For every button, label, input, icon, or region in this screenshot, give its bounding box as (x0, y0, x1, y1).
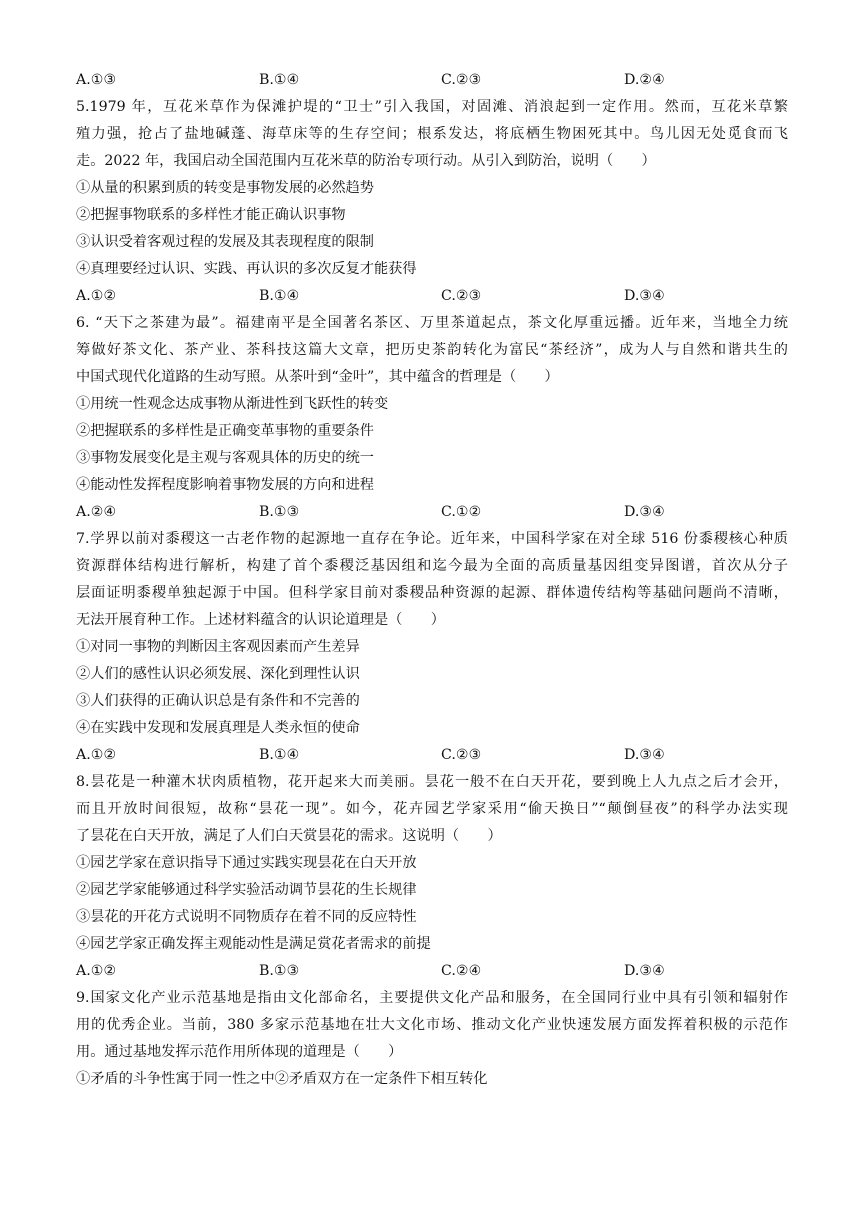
question-stem-line: 用。通过基地发挥示范作用所体现的道理是（ ） (76, 1044, 403, 1060)
question-stem-line: 资源群体结构进行解析，构建了首个黍稷泛基因组和迄今最为全面的高质量基因组变异图谱，首次从分子 (76, 558, 788, 574)
statement-choice: ②人们的感性认识必须发展、深化到理性认识 (76, 666, 360, 682)
answer-option: B.①③ (259, 963, 300, 979)
statement-choice: ④真理要经过认识、实践、再认识的多次反复才能获得 (76, 261, 417, 277)
statement-choice: ①从量的积累到质的转变是事物发展的必然趋势 (76, 180, 374, 196)
answer-option: A.①② (76, 747, 117, 763)
question-stem-line: 用的优秀企业。当前，380 多家示范基地在壮大文化市场、推动文化产业快速发展方面发挥着积极的示范作 (76, 1017, 788, 1033)
statement-choice: ①用统一性观念达成事物从渐进性到飞跃性的转变 (76, 396, 389, 412)
question-stem-line: 而且开放时间很短，故称“昙花一现”。如今，花卉园艺学家采用“偷天换日”“颠倒昼夜”的科学办法实现 (76, 801, 788, 817)
question-stem-line: 9.国家文化产业示范基地是指由文化部命名，主要提供文化产品和服务，在全国同行业中具有引领和辐射作 (76, 990, 788, 1006)
answer-option: C.②③ (441, 72, 482, 88)
answer-option: C.①② (441, 504, 482, 520)
question-stem-line: 走。2022 年，我国启动全国范围内互花米草的防治专项行动。从引入到防治，说明（ ） (76, 153, 656, 169)
statement-choice: ④园艺学家正确发挥主观能动性是满足赏花者需求的前提 (76, 936, 431, 952)
statement-choice: ③事物发展变化是主观与客观具体的历史的统一 (76, 450, 374, 466)
answer-options-row (76, 502, 788, 522)
answer-option: A.①② (76, 288, 117, 304)
question-stem-line: 了昙花在白天开放，满足了人们白天赏昙花的需求。这说明（ ） (76, 828, 502, 844)
answer-option: B.①④ (259, 288, 300, 304)
answer-option: B.①③ (259, 504, 300, 520)
answer-options-row (76, 961, 788, 981)
answer-option: B.①④ (259, 747, 300, 763)
question-stem-line: 7.学界以前对黍稷这一古老作物的起源地一直存在争论。近年来，中国科学家在对全球 516 份黍稷核心种质 (76, 531, 788, 547)
question-stem-line: 筹做好茶文化、茶产业、茶科技这篇大文章，把历史茶韵转化为富民“茶经济”，成为人与自然和谐共生的 (76, 342, 788, 358)
answer-option: D.③④ (624, 747, 665, 763)
question-stem-line: 无法开展育种工作。上述材料蕴含的认识论道理是（ ） (76, 612, 445, 628)
statement-choice: ①矛盾的斗争性寓于同一性之中②矛盾双方在一定条件下相互转化 (76, 1071, 488, 1087)
answer-option: D.③④ (624, 963, 665, 979)
answer-option: D.③④ (624, 504, 665, 520)
answer-option: A.①③ (76, 72, 117, 88)
statement-choice: ①园艺学家在意识指导下通过实践实现昙花在白天开放 (76, 855, 417, 871)
answer-option: A.①② (76, 963, 117, 979)
answer-option: C.②③ (441, 747, 482, 763)
answer-options-row (76, 745, 788, 765)
answer-options-row (76, 286, 788, 306)
question-stem-line: 层面证明黍稷单独起源于中国。但科学家目前对黍稷品种资源的起源、群体遗传结构等基础问题尚不清晰， (76, 585, 788, 601)
statement-choice: ④在实践中发现和发展真理是人类永恒的使命 (76, 720, 360, 736)
statement-choice: ④能动性发挥程度影响着事物发展的方向和进程 (76, 477, 374, 493)
question-stem-line: 5.1979 年，互花米草作为保滩护堤的“卫士”引入我国，对固滩、消浪起到一定作用。然而，互花米草繁 (76, 99, 788, 115)
statement-choice: ③认识受着客观过程的发展及其表现程度的限制 (76, 234, 374, 250)
answer-option: B.①④ (259, 72, 300, 88)
answer-option: D.③④ (624, 288, 665, 304)
answer-options-row (76, 70, 788, 90)
statement-choice: ②园艺学家能够通过科学实验活动调节昙花的生长规律 (76, 882, 417, 898)
statement-choice: ②把握事物联系的多样性才能正确认识事物 (76, 207, 346, 223)
question-stem-line: 殖力强，抢占了盐地碱蓬、海草床等的生存空间；根系发达，将底栖生物困死其中。鸟儿因无处觅食而飞 (76, 126, 788, 142)
statement-choice: ②把握联系的多样性是正确变革事物的重要条件 (76, 423, 374, 439)
statement-choice: ③昙花的开花方式说明不同物质存在着不同的反应特性 (76, 909, 417, 925)
statement-choice: ①对同一事物的判断因主客观因素而产生差异 (76, 639, 360, 655)
question-stem-line: 6. “天下之茶建为最”。福建南平是全国著名茶区、万里茶道起点，茶文化厚重远播。近年来，当地全力统 (76, 315, 788, 331)
question-stem-line: 8.昙花是一种灌木状肉质植物，花开起来大而美丽。昙花一般不在白天开花，要到晚上人九点之后才会开， (76, 774, 788, 790)
answer-option: A.②④ (76, 504, 117, 520)
answer-option: C.②④ (441, 963, 482, 979)
statement-choice: ③人们获得的正确认识总是有条件和不完善的 (76, 693, 360, 709)
question-stem-line: 中国式现代化道路的生动写照。从茶叶到“金叶”，其中蕴含的哲理是（ ） (76, 369, 559, 385)
answer-option: C.②③ (441, 288, 482, 304)
answer-option: D.②④ (624, 72, 665, 88)
